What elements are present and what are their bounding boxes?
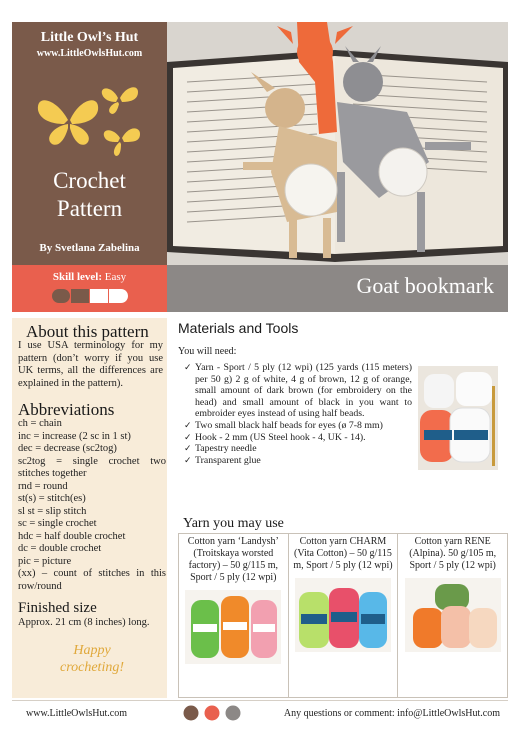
yarn-option-text: Cotton yarn ‘Landysh’ (Troitskaya worsted factory) – 50 g/115 m, Sport / 5 ply (12 wpi) [187, 536, 279, 583]
material-item [184, 420, 412, 432]
brand-panel [12, 22, 167, 265]
about-heading: About this pattern [26, 322, 149, 341]
yarn-section-heading: Yarn you may use [183, 516, 284, 531]
abbreviation-item: rnd = round [18, 480, 68, 492]
yarn-options-table [178, 533, 508, 698]
yarn-option [179, 534, 289, 698]
skill-value: Easy [104, 271, 127, 283]
brand-name: Little Owl’s Hut [40, 30, 139, 45]
abbreviation-item: ch = chain [18, 418, 62, 429]
skill-level-indicator [52, 289, 128, 303]
check-icon: ✓ [184, 431, 192, 442]
check-icon: ✓ [184, 454, 192, 465]
material-item-text: Yarn - Sport / 5 ply (12 wpi) (125 yards (115 meters) per 50 g) 2 g of white, 4 g of brown, 12 g of orange, small amount of dark brown (for embroidery on the head) and small amount of black in you want to embroider eyes instead of using half beads. [195, 362, 412, 420]
product-title: Goat bookmark [356, 273, 494, 298]
pattern-title-line1: Crochet [53, 168, 126, 193]
yarn-skeins-image [295, 578, 391, 652]
abbreviation-item: sc2tog = single crochet two stitches together [18, 455, 166, 479]
yarn-option-text: Cotton yarn RENE (Alpina). 50 g/105 m, Sport / 5 ply (12 wpi) [409, 536, 497, 571]
abbreviation-item: dc = double crochet [18, 543, 102, 554]
skill-segment [109, 289, 128, 303]
abbreviation-item: sc = single crochet [18, 518, 97, 529]
yarn-and-hook-photo [418, 366, 498, 470]
abbreviation-item: dec = decrease (sc2tog) [18, 443, 117, 454]
check-icon: ✓ [184, 419, 192, 430]
greeting-line2: crocheting! [59, 660, 124, 675]
abbreviation-item: (xx) – count of stitches in this row/round [18, 568, 166, 592]
material-item [184, 443, 412, 455]
finished-size-text: Approx. 21 cm (8 inches) long. [18, 617, 150, 628]
skill-panel [12, 265, 167, 312]
author: By Svetlana Zabelina [39, 242, 140, 254]
material-item [184, 455, 412, 467]
yarn-option [398, 534, 508, 698]
title-band [167, 265, 508, 312]
butterfly-logo-icon [34, 80, 146, 162]
pattern-title-line2: Pattern [56, 196, 123, 221]
abbreviation-item: inc = increase (2 sc in 1 st) [18, 430, 131, 442]
abbreviations-heading: Abbreviations [18, 400, 115, 419]
abbreviation-item: sl st = slip stitch [18, 505, 87, 517]
yarn-skeins-image [185, 590, 281, 664]
happy-crocheting-text [46, 642, 138, 676]
footer-divider [12, 700, 508, 701]
abbreviation-item: pic = picture [18, 555, 72, 567]
material-item-text: Hook - 2 mm (US Steel hook - 4, UK - 14). [195, 431, 366, 443]
yarn-option-text: Cotton yarn CHARM (Vita Cotton) – 50 g/115 m, Sport / 5 ply (12 wpi) [293, 536, 393, 571]
skill-segment [52, 289, 70, 303]
left-sidebar [12, 318, 167, 698]
abbreviation-item: hdc = half double crochet [18, 530, 126, 542]
greeting-line1: Happy [73, 643, 111, 658]
footer-dots-icon [182, 704, 244, 722]
yarn-skeins-image [405, 578, 501, 652]
finished-size-heading: Finished size [18, 600, 97, 616]
skill-segment [90, 289, 108, 303]
materials-heading: Materials and Tools [178, 320, 299, 336]
material-item [184, 432, 412, 444]
skill-label-text: Skill level: [52, 271, 103, 283]
materials-intro: You will need: [178, 346, 237, 357]
skill-segment [71, 289, 89, 303]
abbreviations-list [18, 418, 166, 593]
material-item-text: Transparent glue [195, 454, 261, 466]
yarn-option [288, 534, 398, 698]
material-item-text: Tapestry needle [195, 443, 257, 455]
check-icon: ✓ [184, 362, 192, 372]
materials-list [184, 362, 412, 466]
skill-label [12, 271, 167, 283]
goat-bookmark-photo [167, 22, 508, 265]
about-text: I use USA terminology for my pattern (don’t worry if you use UK terms, all the differences are explained in the pattern). [18, 340, 163, 389]
footer-contact[interactable]: Any questions or comment: info@LittleOwlsHut.com [283, 708, 500, 719]
footer-url[interactable]: www.LittleOwlsHut.com [26, 708, 128, 719]
check-icon: ✓ [184, 443, 192, 454]
material-item [184, 362, 412, 420]
abbreviation-item: st(s) = stitch(es) [18, 493, 86, 504]
brand-url: www.LittleOwlsHut.com [36, 48, 143, 59]
material-item-text: Two small black half beads for eyes (ø 7-8 mm) [195, 419, 383, 431]
pattern-title [12, 167, 167, 223]
